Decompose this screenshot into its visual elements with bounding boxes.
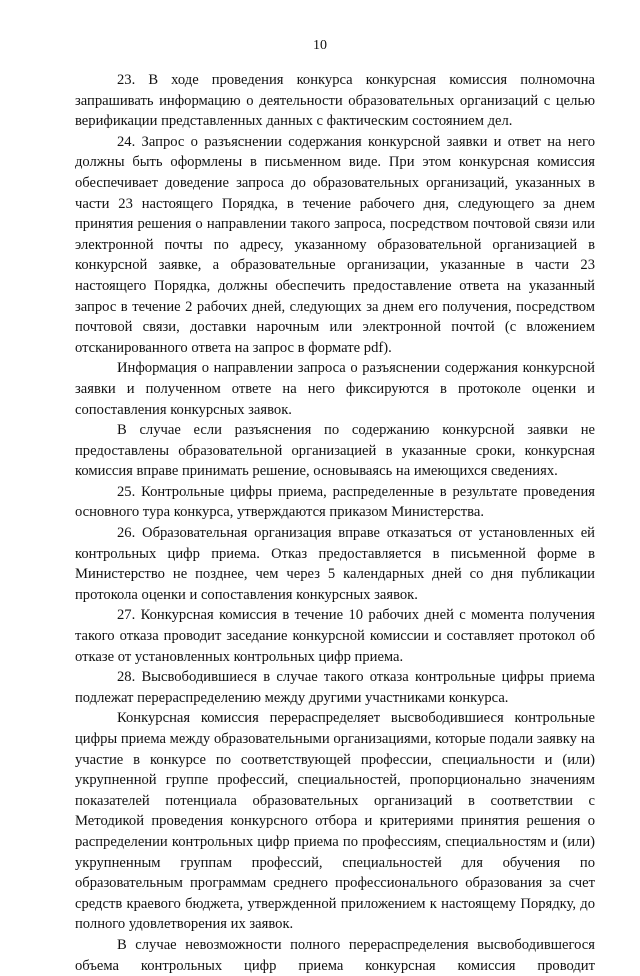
paragraph-request-info: Информация о направлении запроса о разъяснении содержания конкурсной заявки и полученном ответе на него фиксируются в протоколе оценки и сопоставления конкурсных заявок. <box>75 360 595 418</box>
paragraph-incomplete-redistribution: В случае невозможности полного перераспределения высвободившегося объема контрольных цифр приема конкурсная комиссия проводит <box>75 936 595 974</box>
document-body <box>75 70 595 976</box>
paragraph-no-clarification: В случае если разъяснения по содержанию конкурсной заявки не предоставлены образовательной организацией в указанные сроки, конкурсная комиссия вправе принимать решение, основываясь на имеющихся сведениях. <box>75 422 595 480</box>
paragraph-25: 25. Контрольные цифры приема, распределенные в результате проведения основного тура конкурса, утверждаются приказом Министерства. <box>75 483 595 521</box>
paragraph-24: 24. Запрос о разъяснении содержания конкурсной заявки и ответ на него должны быть оформлены в письменном виде. При этом конкурсная комиссия обеспечивает доведение запроса до образовательных организаций, указанных в части 23 настоящего Порядка, в течение рабочего дня, следующего за днем принятия решения о направлении такого запроса, посредством почтовой связи или электронной почты по адресу, указанному образовательной организацией в конкурсной заявке, а образовательные организации, указанные в части 23 настоящего Порядка, должны обеспечить предоставление ответа на указанный запрос в течение 2 рабочих дней, следующих за днем его получения, посредством почтовой связи, доставки нарочным или электронной почтой (с вложением отсканированного ответа на запрос в формате pdf). <box>75 133 595 356</box>
paragraph-27: 27. Конкурсная комиссия в течение 10 рабочих дней с момента получения такого отказа проводит заседание конкурсной комиссии и составляет протокол об отказе от установленных контрольных цифр приема. <box>75 607 595 665</box>
paragraph-26: 26. Образовательная организация вправе отказаться от установленных ей контрольных цифр приема. Отказ предоставляется в письменной форме в Министерство не позднее, чем через 5 календарных дней со дня публикации протокола оценки и сопоставления конкурсных заявок. <box>75 525 595 603</box>
paragraph-23: 23. В ходе проведения конкурса конкурсная комиссия полномочна запрашивать информацию о деятельности образовательных организаций с целью верификации представленных данных с фактическим состоянием дел. <box>75 72 595 130</box>
paragraph-redistribution: Конкурсная комиссия перераспределяет высвободившиеся контрольные цифры приема между образовательными организациями, которые подали заявку на участие в конкурсе по соответствующей профессии, специальности и (или) укрупненной группе профессий, специальностей, пропорционально значениям показателей потенциала образовательных организаций в соответствии с Методикой проведения конкурсного отбора и критериями принятия решения о распределении контрольных цифр приема по профессиям, специальностям и (или) укрупненным группам профессий, специальностей для обучения по образовательным программам среднего профессионального образования за счет средств краевого бюджета, утвержденной приложением к настоящему Порядку, до полного удовлетворения их заявок. <box>75 710 595 933</box>
page-number: 10 <box>313 38 327 53</box>
paragraph-28: 28. Высвободившиеся в случае такого отказа контрольные цифры приема подлежат перераспределению между другими участниками конкурса. <box>75 669 595 706</box>
